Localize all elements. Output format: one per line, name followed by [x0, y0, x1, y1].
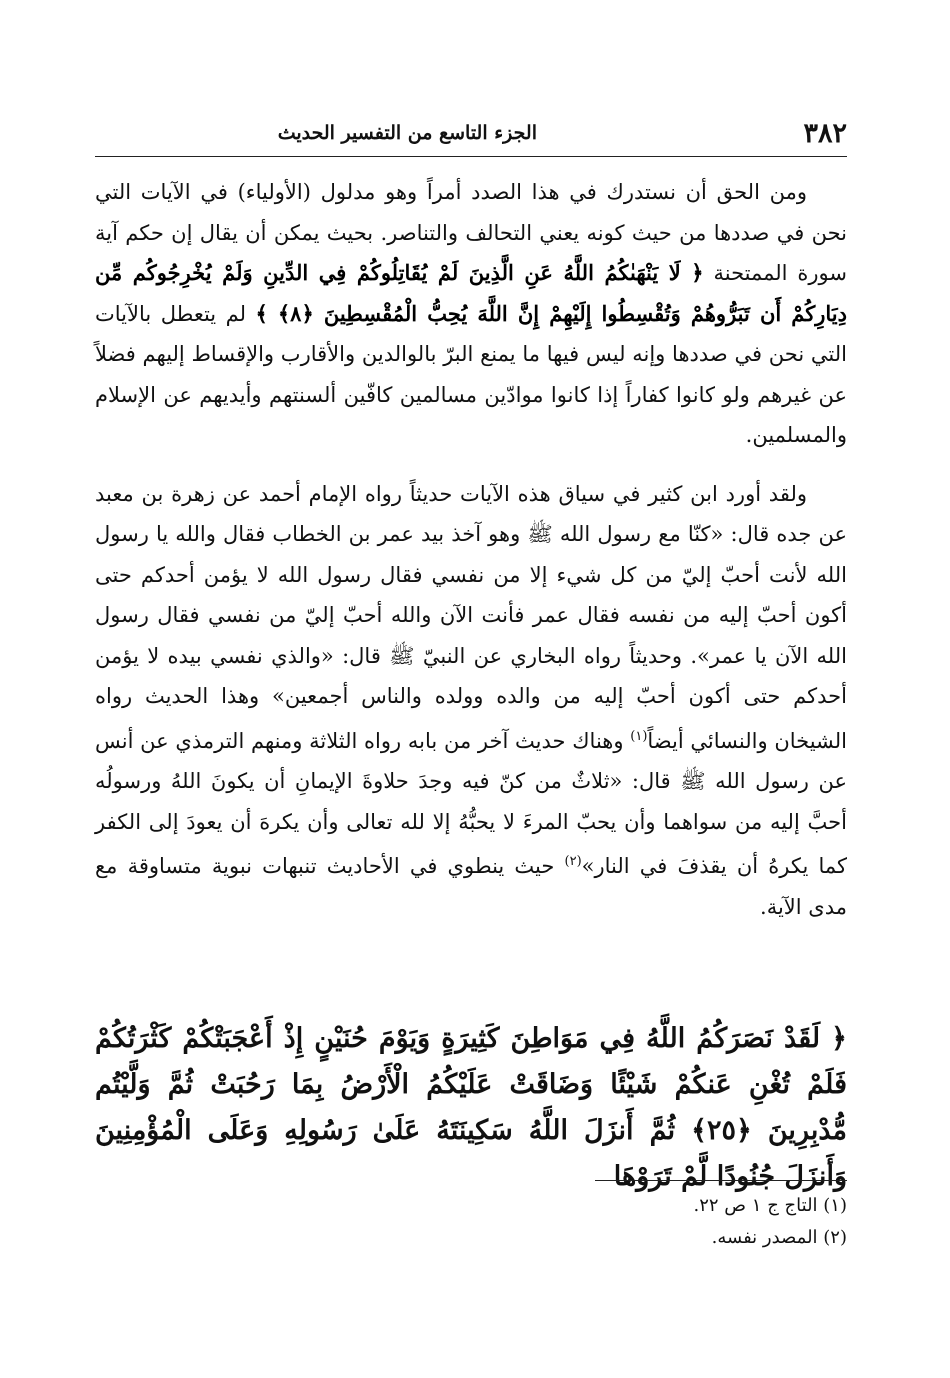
- footnote-1: (١) التاج ج ١ ص ٢٢.: [693, 1195, 847, 1216]
- paragraph-1: [95, 172, 847, 456]
- footnote-ref-2[interactable]: (٢): [564, 854, 582, 869]
- footnote-2: (٢) المصدر نفسه.: [711, 1227, 847, 1248]
- paragraph-2-text-c: حيث ينطوي في الأحاديث تنبهات نبوية متساوقة مع مدى الآية.: [95, 854, 847, 919]
- footnote-ref-1[interactable]: (١): [630, 728, 648, 744]
- page-number: ٣٨٢: [803, 118, 847, 149]
- paragraph-1-text-b: لم يتعطل بالآيات التي نحن في صددها وإنه ليس فيها ما يمنع البرّ بالوالدين والأقارب والإقساط إليهم فضلاً عن غيرهم ولو كانوا كفاراً إذا كانوا موادّين مسالمين كافّين ألسنتهم وأيديهم عن الإسلام والمسلمين.: [95, 301, 847, 447]
- paragraph-1-text-a: ومن الحق أن نستدرك في هذا الصدد أمراً وهو مدلول (الأولياء) في الآيات التي نحن في صددها من حيث كونه يعني التحالف والتناصر. بحيث يمكن أن يقال إن حكم آية سورة الممتحنة: [95, 180, 847, 285]
- footnote-divider: [595, 1180, 847, 1181]
- page-header: [95, 118, 847, 157]
- paragraph-2-text-a: ولقد أورد ابن كثير في سياق هذه الآيات حديثاً رواه الإمام أحمد عن زهرة بن معبد عن جده قال: «كنّا مع رسول الله ﷺ وهو آخذ بيد عمر بن الخطاب فقال والله يا رسول الله لأنت أحبّ إليّ من كل شيء إلا من نفسي فقال رسول الله لا يؤمن أحدكم حتى أكون أحبّ إليه من نفسه فقال عمر فأنت الآن والله أحبّ إليّ من نفسي فقال رسول الله الآن يا عمر». وحديثاً رواه البخاري عن النبيّ ﷺ قال: «والذي نفسي بيده لا يؤمن أحدكم حتى أكون أحبّ إليه من والده وولده والناس أجمعين» وهذا الحديث رواه الشيخان والنسائي أيضاً: [95, 481, 848, 753]
- footnotes: [95, 1190, 847, 1254]
- main-text: [95, 172, 847, 945]
- running-title: الجزء التاسع من التفسير الحديث: [277, 122, 537, 144]
- paragraph-2-text-b: وهناك حديث آخر من بابه رواه الثلاثة ومنهم الترمذي عن أنس عن رسول الله ﷺ قال: «ثلاثٌ من كنّ فيه وجدَ حلاوةَ الإيمانِ أن يكونَ اللهُ ورسولُه أحبَّ إليه من سواهما وأن يحبّ المرءَ لا يحبُّهُ إلا لله تعالى وأن يكرهَ أن يعودَ إلى الكفر كما يكرهُ أن يقذفَ في النار»: [95, 728, 847, 878]
- quran-quote: ﴿ لَا يَنْهَىٰكُمُ اللَّهُ عَنِ الَّذِينَ لَمْ يُقَاتِلُوكُمْ فِي الدِّينِ وَلَمْ يُخْرِجُوكُم مِّن دِيَارِكُمْ أَن تَبَرُّوهُمْ وَتُقْسِطُوا إِلَيْهِمْ إِنَّ اللَّهَ يُحِبُّ الْمُقْسِطِينَ ﴿٨﴾ ﴾: [95, 260, 847, 326]
- quran-verse-block: ﴿ لَقَدْ نَصَرَكُمُ اللَّهُ فِي مَوَاطِنَ كَثِيرَةٍ وَيَوْمَ حُنَيْنٍ إِذْ أَعْجَبَتْكُمْ كَثْرَتُكُمْ فَلَمْ تُغْنِ عَنكُمْ شَيْئًا وَضَاقَتْ عَلَيْكُمُ الْأَرْضُ بِمَا رَحُبَتْ ثُمَّ وَلَّيْتُم مُّدْبِرِينَ ﴿٢٥﴾ ثُمَّ أَنزَلَ اللَّهُ سَكِينَتَهُ عَلَىٰ رَسُولِهِ وَعَلَى الْمُؤْمِنِينَ وَأَنزَلَ جُنُودًا لَّمْ تَرَوْهَا: [95, 1023, 847, 1192]
- paragraph-2: [95, 474, 847, 928]
